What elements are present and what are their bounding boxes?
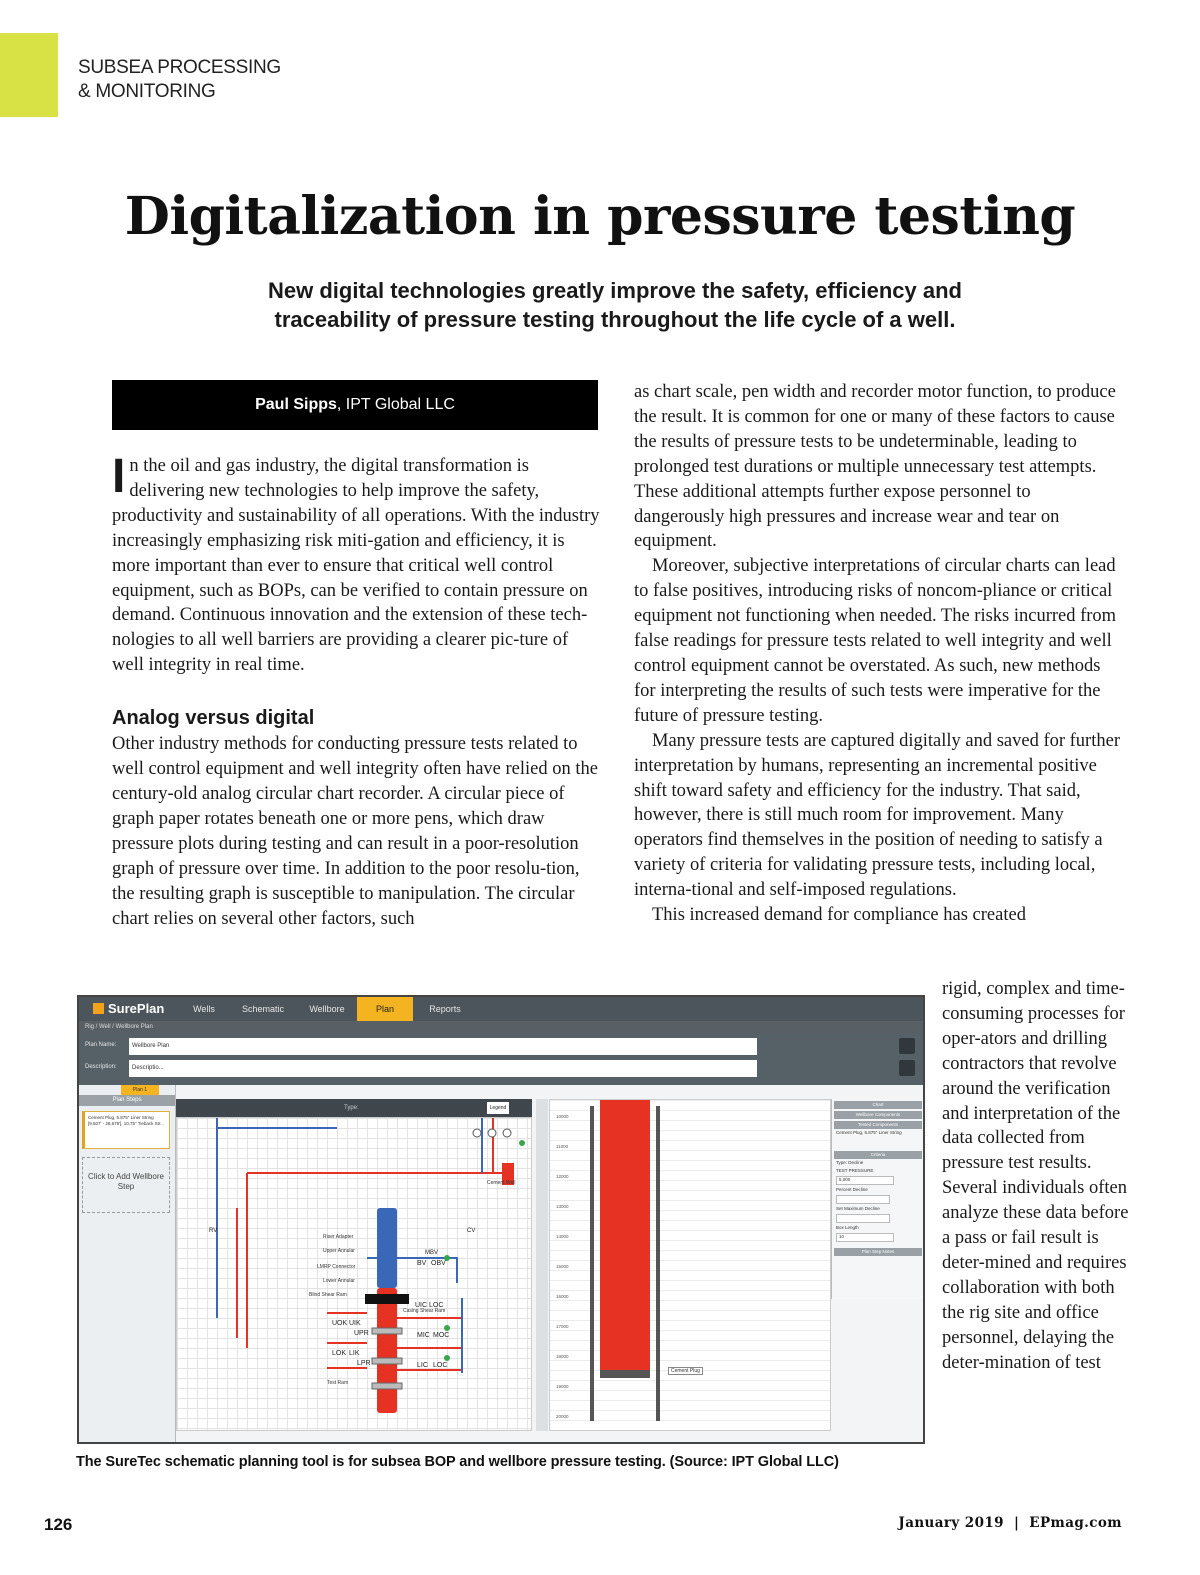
plan-step-item[interactable]: Cement Plug, 5.875" Liner String [9,507' - 28,679'], 10,75" Tieback Str... bbox=[82, 1111, 170, 1149]
page-number: 126 bbox=[44, 1515, 73, 1534]
paragraph-col2-2: Moreover, subjective interpretations of circular charts can lead to false positives, introducing risks of noncom-pliance or critical equipment not functioning when needed. The risks incurred from false readings for pressure tests related to well integrity and well control equipment cannot be overstated. As such, new methods for interpreting the results of such tests were imperative for the future of pressure testing. bbox=[634, 556, 1117, 726]
label-lower-annular: Lower Annular bbox=[323, 1278, 355, 1284]
intro-text: n the oil and gas industry, the digital transformation is delivering new technologies to help improve the safety, productivity and sustainability of all operations. With the industry increasingly emphasizing risk miti-gation and efficiency, it is more important than ever to ensure that critical well control equipment, such as BOPs, can be verified to contain pressure on demand. Continuous innovation and the extension of these tech-nologies to all well barriers are providing a clearer pic-ture of well integrity in real time. bbox=[112, 456, 600, 676]
label-test-ram: Test Ram bbox=[327, 1380, 349, 1386]
bop-schematic-canvas[interactable] bbox=[176, 1117, 532, 1431]
tab-reports[interactable]: Reports bbox=[429, 1004, 461, 1014]
valve-obv: OBV bbox=[431, 1260, 446, 1267]
paragraph-col2-4: This increased demand for compliance has created bbox=[652, 905, 1026, 926]
paragraph-col2-3: Many pressure tests are captured digitally and saved for further interpretation by humans, representing an incremental positive shift toward safety and efficiency for the industry. That said, however, there is still much room for improvement. Many operators find themselves in the position of needing to satisfy a variety of criteria for validating pressure tests, including local, interna-tional and self-imposed regulations. bbox=[634, 730, 1120, 901]
depth-label: 15000 bbox=[556, 1264, 569, 1269]
breadcrumb: Rig / Well / Wellbore Plan bbox=[79, 1021, 923, 1033]
cement-well-manifold bbox=[473, 1129, 525, 1185]
tested-components-text: Cement Plug, 5.875" Liner String bbox=[836, 1130, 902, 1135]
footer-separator: | bbox=[1013, 1515, 1020, 1531]
valve-uok: UOK bbox=[332, 1320, 348, 1327]
tab-schematic[interactable]: Schematic bbox=[241, 1004, 285, 1014]
section-label-line1: SUBSEA PROCESSING bbox=[78, 57, 281, 78]
section-label-line2: & MONITORING bbox=[78, 81, 216, 102]
undo-icon[interactable] bbox=[899, 1060, 915, 1076]
tab-wells[interactable]: Wells bbox=[193, 1004, 215, 1014]
test-pressure-input[interactable]: 5,000 bbox=[836, 1176, 894, 1185]
depth-label: 17000 bbox=[556, 1324, 569, 1329]
criteria-type[interactable]: Type: Decline bbox=[836, 1160, 864, 1165]
app-logo bbox=[87, 1000, 170, 1018]
valve-mic: MIC bbox=[417, 1332, 430, 1339]
page-footer bbox=[898, 1515, 1122, 1531]
depth-label: 19000 bbox=[556, 1384, 569, 1389]
column-2 bbox=[634, 380, 1124, 928]
plan-name-input[interactable]: Wellbore Plan bbox=[129, 1038, 757, 1055]
depth-label: 20000 bbox=[556, 1414, 569, 1419]
label-lmrp-connector: LMRP Connector bbox=[317, 1264, 356, 1270]
byline-bar bbox=[112, 380, 598, 430]
percent-decline-input[interactable] bbox=[836, 1195, 890, 1204]
valve-loc-lower: LOC bbox=[433, 1362, 448, 1369]
label-riser-adapter: Riser Adapter bbox=[323, 1234, 354, 1240]
label-blind-shear-ram: Blind Shear Ram bbox=[309, 1292, 347, 1298]
depth-label: 10000 bbox=[556, 1114, 569, 1119]
valve-cv: CV bbox=[467, 1228, 476, 1234]
plan-name-label: Plan Name: bbox=[85, 1042, 117, 1048]
box-length-input[interactable]: 10 bbox=[836, 1233, 894, 1242]
tested-components-header[interactable]: Tested Components bbox=[834, 1121, 922, 1129]
depth-label: 12000 bbox=[556, 1174, 569, 1179]
tab-wellbore[interactable]: Wellbore bbox=[309, 1004, 345, 1014]
box-length-label: Box Length bbox=[836, 1225, 859, 1230]
valve-lpr: LPR bbox=[357, 1360, 371, 1367]
lower-stack bbox=[377, 1288, 397, 1413]
cement-plug bbox=[600, 1370, 650, 1378]
article-subtitle bbox=[230, 276, 1000, 334]
label-cement-well: Cement Well bbox=[487, 1180, 516, 1186]
subtitle-line2: traceability of pressure testing throughout the life cycle of a well. bbox=[274, 307, 956, 332]
paragraph-analog: Other industry methods for conducting pressure tests related to well control equipment and well integrity often have relied on the century-old analog circular chart recorder. A circular piece of graph paper rotates beneath one or more pens, which draw pressure plots during testing and can result in a poor-resolution graph of pressure over time. In addition to the poor resolu-tion, the resulting graph is susceptible to manipulation. The circular chart relies on several other factors, such bbox=[112, 734, 598, 929]
article-title: Digitalization in pressure testing bbox=[124, 186, 1076, 247]
valve-uic: UIC bbox=[415, 1302, 428, 1309]
valve-uik: UIK bbox=[349, 1320, 361, 1327]
paragraph-col3: rigid, complex and time-consuming processes for oper-ators and drilling contractors that revolve around the verification and interpretation of the data collected from pressure test results. Several individuals often analyze these data before a pass or fail result is deter-mined and requires collaboration with both the rig site and office personnel, delaying the deter-mination of test bbox=[942, 979, 1129, 1373]
valve-lik: LIK bbox=[349, 1350, 360, 1357]
cement-plug-label: Cement Plug bbox=[668, 1367, 703, 1375]
depth-label: 13000 bbox=[556, 1204, 569, 1209]
wellbore-view[interactable] bbox=[549, 1099, 831, 1431]
chart-header[interactable]: Chart bbox=[834, 1101, 922, 1109]
cement-fill bbox=[600, 1100, 650, 1370]
author-org: , IPT Global LLC bbox=[336, 396, 455, 413]
wellbore-components-header[interactable]: Wellbore Components bbox=[834, 1111, 922, 1119]
issue-date: January 2019 bbox=[898, 1515, 1004, 1531]
valve-lic: LIC bbox=[417, 1362, 428, 1369]
schematic-toolbar bbox=[176, 1099, 532, 1117]
percent-decline-label: Percent Decline bbox=[836, 1187, 868, 1192]
app-name: SurePlan bbox=[108, 1001, 165, 1016]
type-label: Type: bbox=[344, 1105, 359, 1111]
depth-label: 16000 bbox=[556, 1294, 569, 1299]
label-casing-shear-ram: Casing Shear Ram bbox=[403, 1308, 446, 1314]
description-label: Description: bbox=[85, 1064, 117, 1070]
label-upper-annular: Upper Annular bbox=[323, 1248, 355, 1254]
plan-tab[interactable]: Plan 1 bbox=[121, 1085, 159, 1095]
app-top-bar bbox=[79, 997, 923, 1021]
valve-mbv: MBV bbox=[425, 1250, 439, 1256]
properties-panel bbox=[831, 1099, 924, 1299]
set-max-decline-checkbox[interactable]: Set Maximum Decline bbox=[836, 1206, 880, 1211]
paragraph-col2-1: as chart scale, pen width and recorder motor function, to produce the result. It is common for one or many of these factors to cause the results of pressure tests to be undeterminable, leading to prolonged test durations or multiple unnecessary test attempts. These additional attempts further expose personnel to dangerously high pressures and increase wear and tear on equipment. bbox=[634, 382, 1116, 552]
subtitle-line1: New digital technologies greatly improve the safety, efficiency and bbox=[268, 278, 962, 303]
save-icon[interactable] bbox=[899, 1038, 915, 1054]
logo-icon bbox=[93, 1003, 104, 1014]
valve-rv: RV bbox=[209, 1228, 218, 1234]
depth-label: 11000 bbox=[556, 1144, 569, 1149]
column-1 bbox=[112, 450, 600, 931]
section-color-tab bbox=[0, 33, 58, 117]
column-3-wrap bbox=[942, 977, 1132, 1376]
plan-step-notes-header[interactable]: Plan Step Notes bbox=[834, 1248, 922, 1256]
description-input[interactable]: Descriptio... bbox=[129, 1060, 757, 1077]
sureplan-screenshot bbox=[77, 995, 925, 1444]
site-name: EPmag.com bbox=[1029, 1515, 1122, 1531]
criteria-header[interactable]: Criteria bbox=[834, 1151, 922, 1159]
valve-upr: UPR bbox=[354, 1330, 369, 1337]
bop-schematic-drawing bbox=[177, 1118, 533, 1432]
valve-bv: BV bbox=[417, 1260, 427, 1267]
plan-steps-header: Plan Steps bbox=[79, 1095, 175, 1106]
add-step-button[interactable]: Click to Add Wellbore Step bbox=[82, 1157, 170, 1213]
intro-paragraph bbox=[112, 450, 600, 678]
max-decline-input[interactable] bbox=[836, 1214, 890, 1223]
subhead-analog-digital: Analog versus digital bbox=[112, 707, 315, 730]
legend-button[interactable]: Legend bbox=[487, 1102, 509, 1114]
plan-form bbox=[79, 1033, 923, 1085]
tab-plan[interactable]: Plan bbox=[357, 997, 413, 1021]
author-name: Paul Sipps bbox=[255, 396, 337, 413]
depth-label: 18000 bbox=[556, 1354, 569, 1359]
blind-shear-ram bbox=[365, 1294, 409, 1304]
canvas-splitter[interactable] bbox=[536, 1099, 548, 1431]
valve-lok: LOK bbox=[332, 1350, 347, 1357]
section-label bbox=[78, 56, 281, 104]
valve-moc: MOC bbox=[433, 1332, 450, 1339]
upper-stack bbox=[377, 1208, 397, 1288]
drop-cap: I bbox=[112, 450, 126, 503]
depth-label: 14000 bbox=[556, 1234, 569, 1239]
valve-loc-upper: LOC bbox=[429, 1302, 444, 1309]
figure-caption: The SureTec schematic planning tool is for subsea BOP and wellbore pressure testing. (Source: IPT Global LLC) bbox=[76, 1454, 839, 1470]
test-pressure-label: TEST PRESSURE bbox=[836, 1168, 874, 1173]
